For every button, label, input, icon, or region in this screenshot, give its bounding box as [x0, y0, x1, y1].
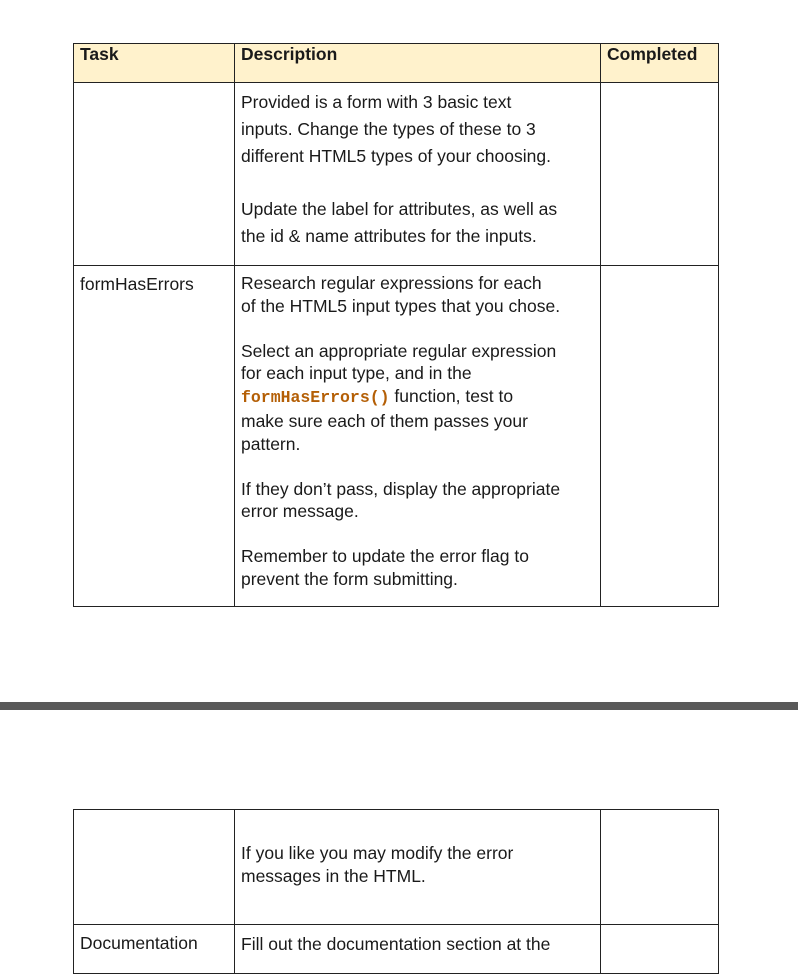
header-description: Description	[235, 44, 601, 83]
table-row	[74, 266, 719, 607]
description-cell	[235, 810, 601, 925]
header-completed: Completed	[601, 44, 719, 83]
description-paragraph: Research regular expressions for each of the HTML5 input types that you chose.	[241, 273, 561, 316]
function-name: formHasErrors()	[241, 388, 390, 408]
completed-cell	[601, 83, 719, 266]
task-table-continued	[73, 809, 719, 974]
description-cell	[235, 266, 601, 607]
task-cell: Documentation	[74, 925, 235, 974]
task-cell	[74, 810, 235, 925]
description-paragraph: Select an appropriate regular expression for each input type, and in the formHasErrors() function, test to make sure each of them passes your pattern.	[241, 340, 557, 454]
table-row	[74, 925, 719, 974]
page-divider	[0, 702, 798, 710]
description-paragraph: If you like you may modify the error messages in the HTML.	[241, 843, 514, 886]
task-table	[73, 43, 719, 607]
description-cell	[235, 925, 601, 974]
task-cell: formHasErrors	[74, 266, 235, 607]
description-cell	[235, 83, 601, 266]
completed-cell	[601, 925, 719, 974]
table-row	[74, 810, 719, 925]
description-paragraph: Fill out the documentation section at the	[241, 934, 551, 954]
completed-cell	[601, 266, 719, 607]
description-paragraph: Update the label for attributes, as well as the id & name attributes for the inputs.	[241, 199, 558, 246]
description-paragraph: If they don’t pass, display the appropriate error message.	[241, 478, 561, 522]
description-paragraph: Remember to update the error flag to prevent the form submitting.	[241, 546, 529, 589]
table-header-row	[74, 44, 719, 83]
completed-cell	[601, 810, 719, 925]
table-row	[74, 83, 719, 266]
header-task: Task	[74, 44, 235, 83]
description-paragraph: Provided is a form with 3 basic text inputs. Change the types of these to 3 different HTML5 types of your choosing.	[241, 92, 551, 166]
task-cell	[74, 83, 235, 266]
